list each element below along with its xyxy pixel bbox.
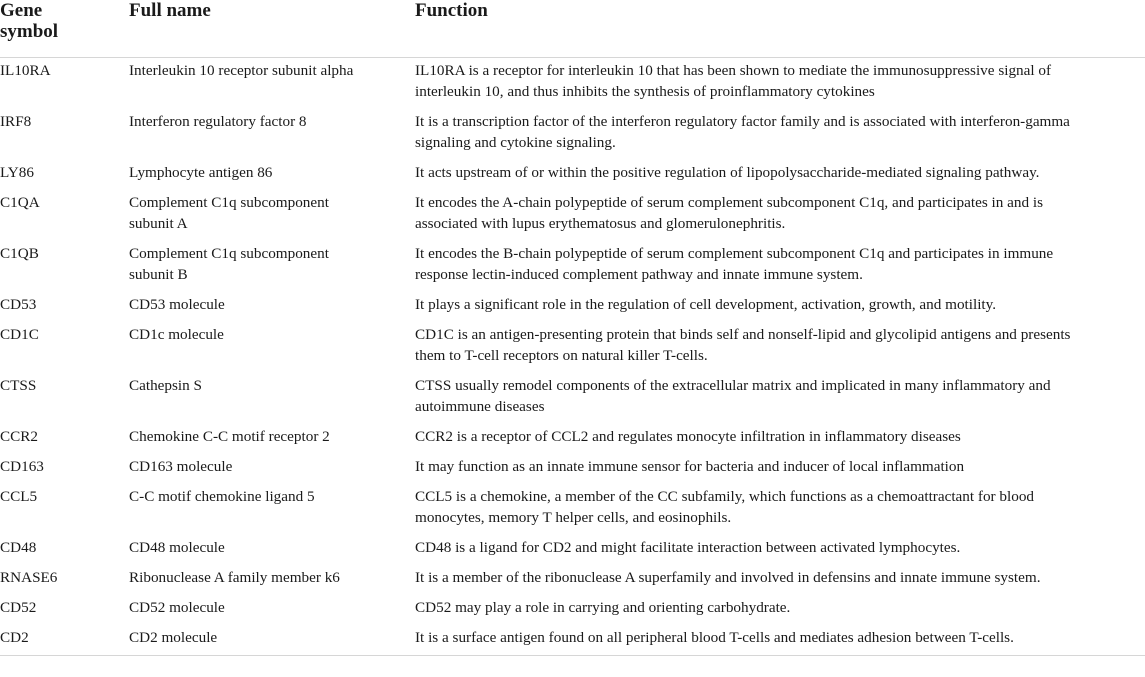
full-name-cell [129, 160, 415, 190]
table-header [0, 0, 1145, 58]
function-cell [415, 454, 1145, 484]
gene-symbol-cell [0, 424, 129, 454]
function-line: CCR2 is a receptor of CCL2 and regulates monocyte infiltration in inflammatory diseases [415, 428, 961, 445]
gene-symbol-cell [0, 58, 129, 110]
table-row [0, 424, 1145, 454]
full-name-line: CD53 molecule [129, 296, 225, 313]
gene-symbol: CD53 [0, 296, 37, 313]
function-line: It is a transcription factor of the interferon regulatory factor family and is associated with interferon-gamma [415, 113, 1070, 130]
function-cell [415, 625, 1145, 656]
function-line: It may function as an innate immune sensor for bacteria and inducer of local inflammation [415, 458, 965, 475]
full-name-cell [129, 373, 415, 424]
function-line: CTSS usually remodel components of the extracellular matrix and implicated in many inflammatory and [415, 377, 1051, 394]
function-line: CD48 is a ligand for CD2 and might facilitate interaction between activated lymphocytes. [415, 539, 961, 556]
full-name-cell [129, 292, 415, 322]
function-cell [415, 160, 1145, 190]
table-row [0, 454, 1145, 484]
full-name-line: C-C motif chemokine ligand 5 [129, 488, 315, 505]
table-row [0, 322, 1145, 373]
gene-symbol-cell [0, 109, 129, 160]
header-gene-symbol-line2: symbol [0, 21, 59, 42]
table-row [0, 109, 1145, 160]
function-cell [415, 535, 1145, 565]
table-body [0, 58, 1145, 656]
full-name-line: Cathepsin S [129, 377, 202, 394]
gene-symbol-cell [0, 373, 129, 424]
full-name-cell [129, 58, 415, 110]
function-line: It is a member of the ribonuclease A superfamily and involved in defensins and innate immune system. [415, 569, 1041, 586]
full-name-line: CD2 molecule [129, 629, 218, 646]
function-cell [415, 322, 1145, 373]
function-line: signaling and cytokine signaling. [415, 134, 616, 151]
gene-symbol: CCR2 [0, 428, 38, 445]
function-line: It is a surface antigen found on all peripheral blood T-cells and mediates adhesion between T-cells. [415, 629, 1014, 646]
full-name-cell [129, 565, 415, 595]
full-name-cell [129, 322, 415, 373]
full-name-line: Complement C1q subcomponent [129, 194, 329, 211]
function-line: associated with lupus erythematosus and glomerulonephritis. [415, 215, 786, 232]
full-name-cell [129, 241, 415, 292]
gene-symbol: IL10RA [0, 62, 51, 79]
full-name-line: Complement C1q subcomponent [129, 245, 329, 262]
table-row [0, 484, 1145, 535]
table-row [0, 292, 1145, 322]
function-cell [415, 595, 1145, 625]
full-name-cell [129, 595, 415, 625]
full-name-cell [129, 109, 415, 160]
gene-symbol: IRF8 [0, 113, 32, 130]
table-row [0, 373, 1145, 424]
full-name-cell [129, 535, 415, 565]
function-line: CCL5 is a chemokine, a member of the CC subfamily, which functions as a chemoattractant for blood [415, 488, 1035, 505]
gene-symbol-cell [0, 322, 129, 373]
gene-symbol-cell [0, 535, 129, 565]
full-name-cell [129, 424, 415, 454]
function-line: It encodes the A-chain polypeptide of serum complement subcomponent C1q, and participates in and is [415, 194, 1044, 211]
gene-symbol: LY86 [0, 164, 34, 181]
table-row [0, 625, 1145, 656]
gene-symbol-cell [0, 484, 129, 535]
header-function: Function [415, 0, 1145, 58]
table-row [0, 241, 1145, 292]
gene-symbol-cell [0, 454, 129, 484]
full-name-line: Interferon regulatory factor 8 [129, 113, 307, 130]
full-name-line: Lymphocyte antigen 86 [129, 164, 273, 181]
gene-symbol: CD52 [0, 599, 37, 616]
function-line: It plays a significant role in the regulation of cell development, activation, growth, and motility. [415, 296, 997, 313]
gene-symbol-cell [0, 565, 129, 595]
function-line: CD1C is an antigen-presenting protein that binds self and nonself-lipid and glycolipid antigens and presents [415, 326, 1071, 343]
gene-symbol: CTSS [0, 377, 37, 394]
full-name-line: Ribonuclease A family member k6 [129, 569, 340, 586]
full-name-line: Interleukin 10 receptor subunit alpha [129, 62, 354, 79]
function-line: response lectin-induced complement pathway and innate immune system. [415, 266, 863, 283]
gene-symbol: CD2 [0, 629, 29, 646]
gene-symbol: CD163 [0, 458, 44, 475]
gene-symbol: CCL5 [0, 488, 38, 505]
full-name-line: Chemokine C-C motif receptor 2 [129, 428, 330, 445]
gene-symbol: C1QA [0, 194, 40, 211]
function-cell [415, 292, 1145, 322]
table-row [0, 160, 1145, 190]
function-cell [415, 424, 1145, 454]
function-cell [415, 484, 1145, 535]
full-name-line: CD52 molecule [129, 599, 225, 616]
header-gene-symbol [0, 0, 129, 58]
function-line: It acts upstream of or within the positive regulation of lipopolysaccharide-mediated signaling pathway. [415, 164, 1040, 181]
function-cell [415, 565, 1145, 595]
function-cell [415, 241, 1145, 292]
full-name-line: subunit B [129, 266, 188, 283]
function-line: interleukin 10, and thus inhibits the synthesis of proinflammatory cytokines [415, 83, 875, 100]
table-row [0, 58, 1145, 110]
table-row [0, 190, 1145, 241]
table-row [0, 535, 1145, 565]
header-gene-symbol-line1: Gene [0, 0, 43, 21]
full-name-cell [129, 190, 415, 241]
function-cell [415, 109, 1145, 160]
full-name-cell [129, 484, 415, 535]
full-name-line: CD163 molecule [129, 458, 233, 475]
function-line: It encodes the B-chain polypeptide of serum complement subcomponent C1q and participates in immune [415, 245, 1054, 262]
full-name-line: CD1c molecule [129, 326, 224, 343]
function-line: CD52 may play a role in carrying and orienting carbohydrate. [415, 599, 791, 616]
gene-symbol: CD48 [0, 539, 37, 556]
gene-symbol: RNASE6 [0, 569, 58, 586]
full-name-cell [129, 454, 415, 484]
table-row [0, 565, 1145, 595]
function-cell [415, 190, 1145, 241]
gene-symbol: C1QB [0, 245, 39, 262]
header-row [0, 0, 1145, 58]
gene-symbol-cell [0, 595, 129, 625]
full-name-line: CD48 molecule [129, 539, 225, 556]
header-full-name: Full name [129, 0, 415, 58]
gene-symbol: CD1C [0, 326, 39, 343]
function-line: monocytes, memory T helper cells, and eosinophils. [415, 509, 732, 526]
table-row [0, 595, 1145, 625]
function-line: IL10RA is a receptor for interleukin 10 that has been shown to mediate the immunosuppressive signal of [415, 62, 1052, 79]
function-cell [415, 373, 1145, 424]
gene-symbol-cell [0, 292, 129, 322]
function-cell [415, 58, 1145, 110]
full-name-line: subunit A [129, 215, 188, 232]
gene-symbol-cell [0, 241, 129, 292]
gene-symbol-cell [0, 190, 129, 241]
gene-symbol-cell [0, 160, 129, 190]
function-line: autoimmune diseases [415, 398, 545, 415]
gene-symbol-cell [0, 625, 129, 656]
full-name-cell [129, 625, 415, 656]
function-line: them to T-cell receptors on natural killer T-cells. [415, 347, 708, 364]
